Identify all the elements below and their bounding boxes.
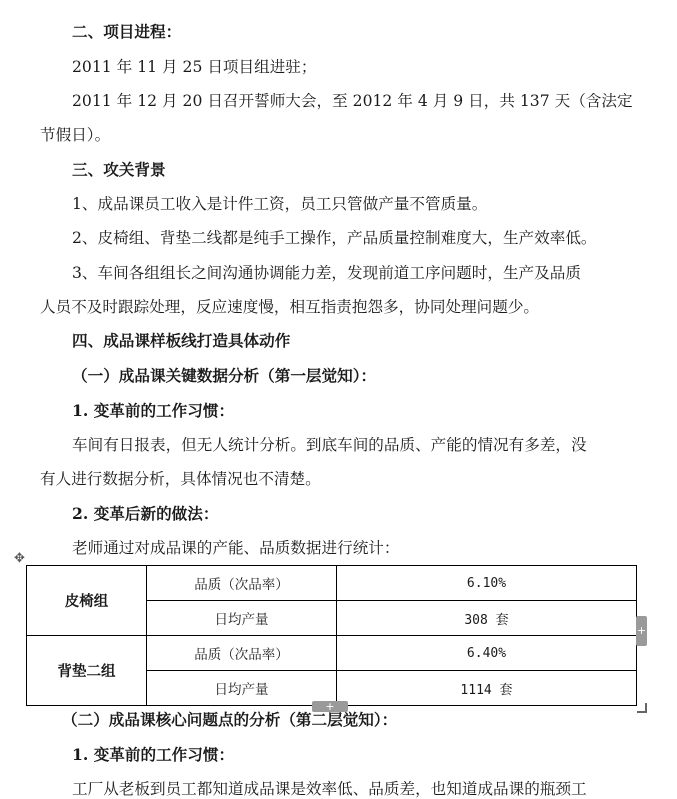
paragraph-oath-line-2: 节假日）。: [40, 126, 111, 144]
paragraph-before-change-1-line-2: 有人进行数据分析，具体情况也不清楚。: [40, 470, 321, 488]
heading-data-analysis: （一）成品课关键数据分析（第一层觉知）：: [72, 366, 377, 385]
table-metric-cell: 日均产量: [147, 671, 337, 706]
table-metric-cell: 品质（次品率）: [147, 636, 337, 671]
paragraph-before-change-2-line-1: 工厂从老板到员工都知道成品课是效率低、品质差，也知道成品课的瓶颈工: [72, 780, 587, 798]
heading-core-issue-analysis: （二）成品课核心问题点的分析（第二层觉知）：: [62, 710, 398, 729]
paragraph-background-3-line-1: 3、车间各组组长之间沟通协调能力差，发现前道工序问题时，生产及品质: [72, 264, 581, 282]
table-value-cell: 308 套: [337, 601, 637, 636]
paragraph-oath-line-1: 2011 年 12 月 20 日召开誓师大会，至 2012 年 4 月 9 日，共 137 天（含法定: [72, 92, 633, 110]
paragraph-before-change-1-line-1: 车间有日报表，但无人统计分析。到底车间的品质、产能的情况有多差，没: [72, 436, 587, 454]
heading-before-change-2: 1. 变革前的工作习惯：: [72, 745, 235, 764]
plus-icon: +: [636, 624, 647, 637]
table-group-cell: 皮椅组: [27, 566, 147, 636]
table-metric-cell: 日均产量: [147, 601, 337, 636]
paragraph-background-2: 2、皮椅组、背垫二线都是纯手工操作，产品质量控制难度大，生产效率低。: [72, 229, 597, 247]
heading-before-change-1: 1. 变革前的工作习惯：: [72, 401, 235, 420]
heading-project-progress: 二、项目进程：: [72, 22, 182, 41]
data-table: [26, 565, 637, 706]
resize-corner-icon[interactable]: [637, 703, 647, 713]
heading-after-change-1: 2. 变革后新的做法：: [72, 504, 219, 523]
table-value-cell: 6.40%: [337, 636, 637, 671]
paragraph-after-change-1: 老师通过对成品课的产能、品质数据进行统计：: [72, 539, 400, 557]
table-value-cell: 1114 套: [337, 671, 637, 706]
table-row: [27, 636, 637, 671]
table-metric-cell: 品质（次品率）: [147, 566, 337, 601]
paragraph-project-entry: 2011 年 11 月 25 日项目组进驻；: [72, 58, 317, 76]
move-icon[interactable]: ✥: [14, 551, 25, 566]
table-value-cell: 6.10%: [337, 566, 637, 601]
plus-icon: +: [325, 700, 335, 713]
paragraph-background-3-line-2: 人员不及时跟踪处理，反应速度慢，相互指责抱怨多，协同处理问题少。: [40, 298, 540, 316]
heading-actions: 四、成品课样板线打造具体动作: [72, 331, 291, 350]
table-row: [27, 566, 637, 601]
paragraph-background-1: 1、成品课员工收入是计件工资，员工只管做产量不管质量。: [72, 195, 488, 213]
table-group-cell: 背垫二组: [27, 636, 147, 706]
add-column-button[interactable]: [636, 616, 647, 646]
heading-background: 三、攻关背景: [72, 160, 166, 179]
